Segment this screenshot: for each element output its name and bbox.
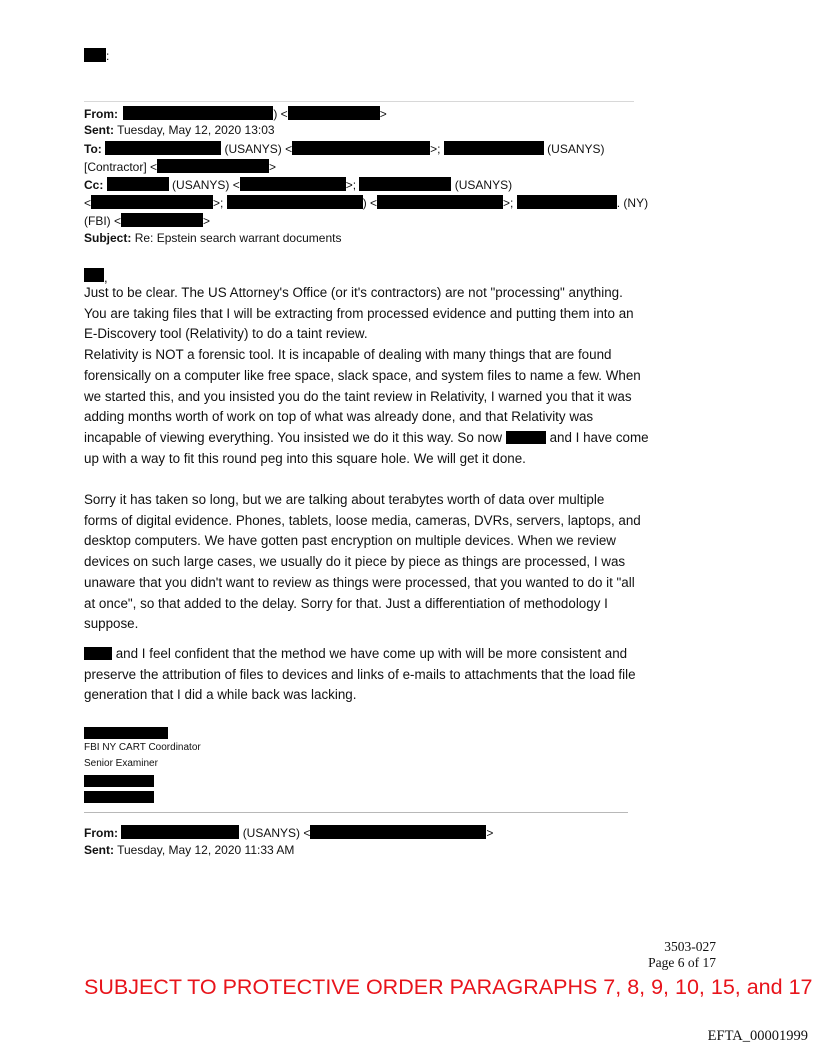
subject-label: Subject: <box>84 231 132 245</box>
protective-order-notice: SUBJECT TO PROTECTIVE ORDER PARAGRAPHS 7, 8, 9, 10, 15, and 17 <box>84 975 813 999</box>
body-line: at once", so that added to the delay. Sorry for that. Just a differentiation of methodology I <box>84 595 608 611</box>
redaction-block <box>123 106 273 120</box>
sent-label: Sent: <box>84 123 114 137</box>
to-value-part: (USANYS) <box>547 142 605 156</box>
body-line-part: incapable of viewing everything. You insisted we do it this way. So now <box>84 429 503 445</box>
bates-number: EFTA_00001999 <box>707 1028 808 1044</box>
body-line: up with a way to fit this round peg into this square hole. We will get it done. <box>84 450 526 466</box>
redaction-block <box>107 177 169 191</box>
signature-title: Senior Examiner <box>84 758 158 769</box>
body-line: Relativity is NOT a forensic tool. It is incapable of dealing with many things that are found <box>84 347 612 363</box>
to-value-part: (USANYS) < <box>224 142 293 156</box>
from-value-part: > <box>379 107 387 121</box>
redaction-block <box>506 431 546 444</box>
body-line: desktop computers. We have gotten past encryption on multiple devices. When we review <box>84 533 616 549</box>
greeting-trailer: , <box>104 270 108 285</box>
body-line-part: and I feel confident that the method we have come up with will be more consistent and <box>115 646 628 661</box>
body-line: Just to be clear. The US Attorney's Office (or it's contractors) are not "processing" anything. <box>84 285 623 300</box>
redaction-block <box>84 48 106 62</box>
body-line: Sorry it has taken so long, but we are talking about terabytes worth of data over multiple <box>84 492 605 507</box>
cc-line-3 <box>84 213 210 229</box>
cc-value-part: > <box>203 214 211 228</box>
sent-line <box>84 123 275 138</box>
sent-label: Sent: <box>84 843 114 857</box>
body-line: we started this, and you insisted you do the taint review in Relativity, I warned you that it was <box>84 388 632 404</box>
cc-value-part: (FBI) < <box>84 214 122 228</box>
redaction-block <box>84 647 112 660</box>
redaction-block <box>288 106 380 120</box>
cc-value-part: >; <box>503 196 514 210</box>
to-value-part: [Contractor] < <box>84 160 158 174</box>
header-rule-bottom <box>84 812 628 813</box>
cc-line-1 <box>84 177 512 193</box>
from-line <box>84 106 387 122</box>
sent-value: Tuesday, May 12, 2020 11:33 AM <box>117 843 295 857</box>
body-line: suppose. <box>84 616 139 632</box>
from-line <box>84 825 493 841</box>
redaction-block <box>84 268 104 282</box>
body-paragraph-3 <box>84 644 644 706</box>
subject-value: Re: Epstein search warrant documents <box>134 231 342 245</box>
from-value-part: > <box>486 826 494 840</box>
from-value-part: ) < <box>273 107 288 121</box>
body-paragraph-1 <box>84 283 649 469</box>
redaction-block <box>121 825 239 839</box>
redaction-block <box>240 177 346 191</box>
redaction-block <box>91 195 213 209</box>
body-line: adding months worth of work on top of what was already done, and that Relativity was <box>84 409 594 425</box>
from-label: From: <box>84 826 118 840</box>
cc-value-part: >; <box>345 178 357 192</box>
redaction-block <box>121 213 203 227</box>
cc-value-part: (USANYS) <box>454 178 513 192</box>
sent-value: Tuesday, May 12, 2020 13:03 <box>117 123 275 137</box>
page-number: Page 6 of 17 <box>648 955 716 970</box>
to-line-2 <box>84 159 276 175</box>
header-rule-top <box>84 101 634 102</box>
redaction-block <box>105 141 221 155</box>
redaction-block <box>444 141 544 155</box>
body-line: forensically on a computer like free space, slack space, and system files to name a few. When <box>84 367 641 383</box>
cc-value-part: < <box>84 196 92 210</box>
redaction-block <box>84 791 154 803</box>
sent-line <box>84 843 294 858</box>
body-line: unaware that you didn't want to review as things were processed, that you wanted to do it "all <box>84 574 635 590</box>
subject-line <box>84 231 341 246</box>
body-line: generation that I did a while back was lacking. <box>84 687 357 703</box>
cc-value-part: ) < <box>362 196 378 210</box>
body-paragraph-2 <box>84 490 644 635</box>
cc-label: Cc: <box>84 178 104 192</box>
redaction-block <box>359 177 451 191</box>
cc-value-part: >; <box>213 196 224 210</box>
body-line: devices on such large cases, we usually do it piece by piece as things are processed, I was <box>84 554 626 570</box>
redaction-block <box>157 159 269 173</box>
body-line-part: and I have come <box>549 429 649 445</box>
signature-title: FBI NY CART Coordinator <box>84 742 201 753</box>
cc-value-part: . (NY) <box>616 196 649 210</box>
cc-value-part: (USANYS) < <box>172 178 240 192</box>
to-value-part: > <box>269 160 277 174</box>
from-label: From: <box>84 107 118 121</box>
redaction-trailer: : <box>106 49 110 63</box>
redaction-block <box>292 141 430 155</box>
from-value-part: (USANYS) < <box>242 826 311 840</box>
redaction-block <box>227 195 363 209</box>
redaction-block <box>517 195 617 209</box>
redaction-block <box>377 195 503 209</box>
to-label: To: <box>84 142 102 156</box>
to-value-part: >; <box>430 142 441 156</box>
redaction-block <box>310 825 486 839</box>
redaction-block <box>84 727 168 739</box>
cc-line-2 <box>84 195 648 211</box>
redaction-block <box>84 775 154 787</box>
exhibit-number: 3503-027 <box>664 939 716 954</box>
body-line: E-Discovery tool (Relativity) to do a taint review. <box>84 326 368 342</box>
body-line <box>84 644 644 665</box>
to-line-1 <box>84 141 605 157</box>
body-line: preserve the attribution of files to devices and links of e-mails to attachments that the load file <box>84 666 636 682</box>
body-line: forms of digital evidence. Phones, tablets, loose media, cameras, DVRs, servers, laptops, and <box>84 512 641 528</box>
body-line <box>84 428 649 449</box>
body-line: You are taking files that I will be extracting from processed evidence and putting them into an <box>84 305 634 321</box>
